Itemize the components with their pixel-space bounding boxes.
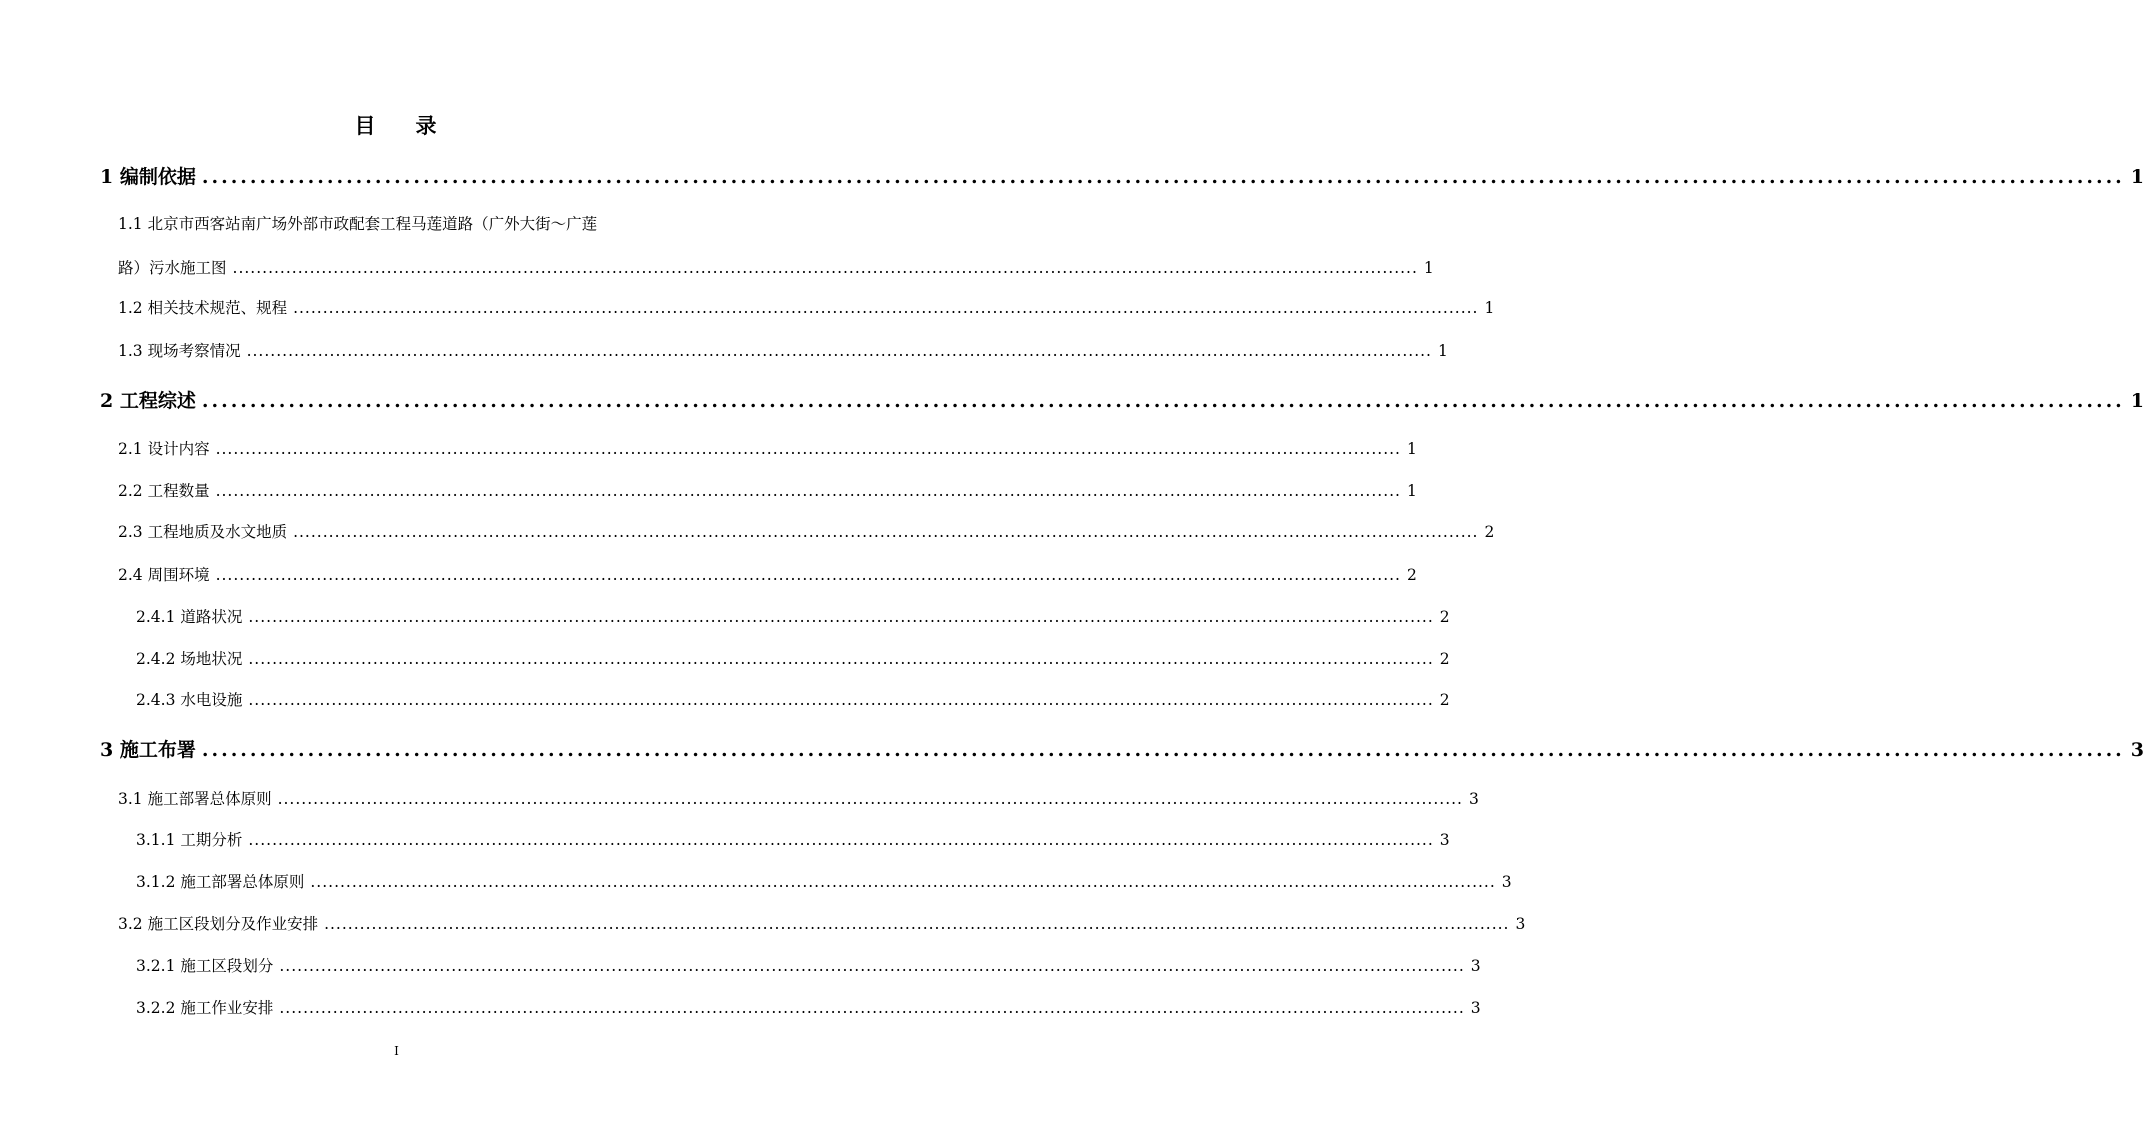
toc-entry-label: 2.4.2 场地状况 bbox=[136, 650, 243, 668]
toc-entry-1-2[interactable] bbox=[118, 296, 1495, 318]
toc-leader-dots: ........................................................................................................................................................................................................ bbox=[215, 482, 1401, 500]
toc-entry-label: 1 编制依据 bbox=[100, 166, 196, 188]
toc-entry-2-3[interactable] bbox=[118, 520, 1495, 542]
toc-entry-2-4-1[interactable] bbox=[136, 605, 1450, 627]
toc-entry-label: 3.2.2 施工作业安排 bbox=[136, 999, 274, 1017]
toc-entry-3[interactable] bbox=[100, 735, 2144, 762]
toc-entry-label: 2.4.3 水电设施 bbox=[136, 691, 243, 709]
toc-title-part2: 录 bbox=[415, 113, 439, 138]
toc-entry-2-4-3[interactable] bbox=[136, 688, 1450, 710]
toc-page-number: 3 bbox=[1470, 999, 1481, 1017]
toc-leader-dots: ........................................................................................................................................................................................................ bbox=[201, 739, 2125, 761]
toc-entry-label: 3 施工布署 bbox=[100, 739, 196, 761]
toc-page-number: 2 bbox=[1439, 608, 1450, 626]
toc-leader-dots: ........................................................................................................................................................................................................ bbox=[248, 650, 1434, 668]
toc-entry-label: 3.1 施工部署总体原则 bbox=[118, 790, 272, 808]
toc-page-number: 1 bbox=[1423, 259, 1434, 277]
toc-leader-dots: ........................................................................................................................................................................................................ bbox=[293, 523, 1479, 541]
toc-page-number: 1 bbox=[1437, 342, 1448, 360]
toc-leader-dots: ........................................................................................................................................................................................................ bbox=[215, 566, 1401, 584]
toc-leader-dots: ........................................................................................................................................................................................................ bbox=[279, 999, 1465, 1017]
toc-page-number: 2 bbox=[1484, 523, 1495, 541]
toc-page-number: 2 bbox=[1406, 566, 1417, 584]
toc-leader-dots: ........................................................................................................................................................................................................ bbox=[279, 957, 1465, 975]
toc-entry-label: 路）污水施工图 bbox=[118, 259, 227, 277]
toc-entry-label: 3.1.1 工期分析 bbox=[136, 831, 243, 849]
toc-leader-dots: ........................................................................................................................................................................................................ bbox=[201, 166, 2125, 188]
toc-entry-label: 3.2.1 施工区段划分 bbox=[136, 957, 274, 975]
toc-leader-dots: ........................................................................................................................................................................................................ bbox=[246, 342, 1432, 360]
toc-entry-label: 1.1 北京市西客站南广场外部市政配套工程马莲道路（广外大街～广莲 bbox=[118, 215, 598, 233]
toc-page-number: 1 bbox=[2130, 166, 2144, 188]
toc-entry-label: 2.4 周围环境 bbox=[118, 566, 210, 584]
toc-page-number: 3 bbox=[1468, 790, 1479, 808]
toc-entry-1-1-line1[interactable] bbox=[118, 212, 597, 234]
toc-entry-label: 1.2 相关技术规范、规程 bbox=[118, 299, 288, 317]
toc-leader-dots: ........................................................................................................................................................................................................ bbox=[215, 440, 1401, 458]
toc-entry-2[interactable] bbox=[100, 386, 2144, 413]
toc-page-number: 1 bbox=[2130, 390, 2144, 412]
toc-leader-dots: ........................................................................................................................................................................................................ bbox=[310, 873, 1496, 891]
toc-entry-1-1[interactable] bbox=[118, 256, 1434, 278]
toc-leader-dots: ........................................................................................................................................................................................................ bbox=[293, 299, 1479, 317]
toc-entry-label: 2.1 设计内容 bbox=[118, 440, 210, 458]
toc-entry-3-1-1[interactable] bbox=[136, 828, 1450, 850]
toc-entry-2-1[interactable] bbox=[118, 437, 1417, 459]
toc-page-number: 3 bbox=[2130, 739, 2144, 761]
toc-page-number: 1 bbox=[1406, 482, 1417, 500]
toc-entry-2-2[interactable] bbox=[118, 479, 1417, 501]
toc-page-number: 3 bbox=[1470, 957, 1481, 975]
toc-entry-label: 2.2 工程数量 bbox=[118, 482, 210, 500]
toc-entry-3-2-2[interactable] bbox=[136, 996, 1481, 1018]
toc-page-number: 1 bbox=[1484, 299, 1495, 317]
toc-entry-2-4-2[interactable] bbox=[136, 647, 1450, 669]
toc-leader-dots: ........................................................................................................................................................................................................ bbox=[232, 259, 1418, 277]
toc-entry-1-3[interactable] bbox=[118, 339, 1448, 361]
toc-leader-dots: ........................................................................................................................................................................................................ bbox=[324, 915, 1510, 933]
toc-leader-dots: ........................................................................................................................................................................................................ bbox=[248, 691, 1434, 709]
toc-page-number: 3 bbox=[1515, 915, 1526, 933]
toc-page-number: 3 bbox=[1439, 831, 1450, 849]
toc-page-number: 2 bbox=[1439, 691, 1450, 709]
toc-entry-3-2-1[interactable] bbox=[136, 954, 1481, 976]
page-footer-number: I bbox=[394, 1044, 399, 1058]
toc-entry-label: 2.3 工程地质及水文地质 bbox=[118, 523, 288, 541]
toc-entry-1[interactable] bbox=[100, 162, 2144, 189]
toc-page-number: 2 bbox=[1439, 650, 1450, 668]
toc-entry-3-1-2[interactable] bbox=[136, 870, 1512, 892]
toc-leader-dots: ........................................................................................................................................................................................................ bbox=[201, 390, 2125, 412]
toc-entry-label: 1.3 现场考察情况 bbox=[118, 342, 241, 360]
toc-entry-3-1[interactable] bbox=[118, 787, 1479, 809]
toc-title bbox=[0, 110, 793, 140]
toc-entry-label: 2 工程综述 bbox=[100, 390, 196, 412]
toc-page-number: 1 bbox=[1406, 440, 1417, 458]
toc-entry-label: 3.1.2 施工部署总体原则 bbox=[136, 873, 305, 891]
toc-entry-2-4[interactable] bbox=[118, 563, 1417, 585]
toc-title-part1: 目 bbox=[354, 113, 378, 138]
toc-page-number: 3 bbox=[1501, 873, 1512, 891]
toc-entry-label: 3.2 施工区段划分及作业安排 bbox=[118, 915, 319, 933]
toc-leader-dots: ........................................................................................................................................................................................................ bbox=[248, 831, 1434, 849]
toc-entry-label: 2.4.1 道路状况 bbox=[136, 608, 243, 626]
toc-entry-3-2[interactable] bbox=[118, 912, 1526, 934]
toc-leader-dots: ........................................................................................................................................................................................................ bbox=[277, 790, 1463, 808]
toc-leader-dots: ........................................................................................................................................................................................................ bbox=[248, 608, 1434, 626]
